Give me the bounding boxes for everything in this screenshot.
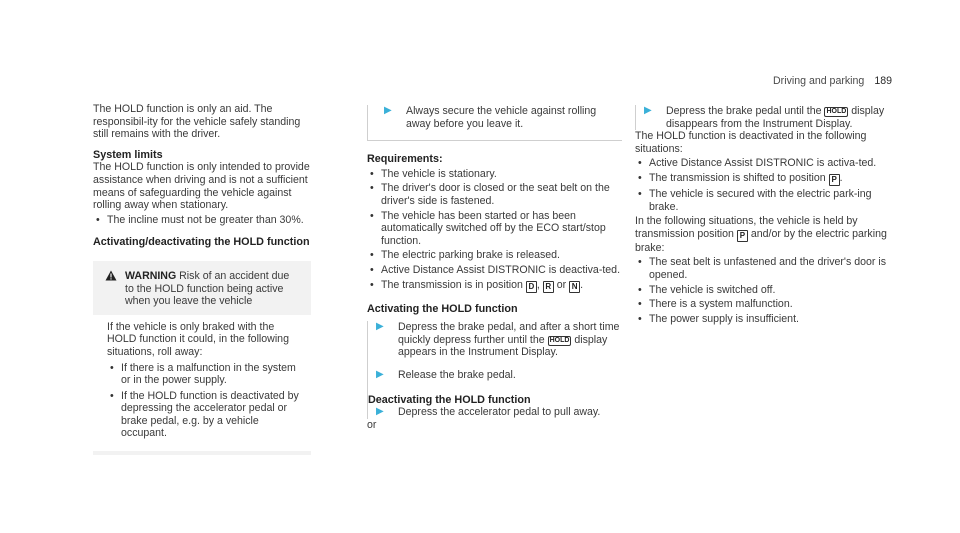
column-3 bbox=[635, 105, 897, 327]
list-item: • The electric parking brake is released. bbox=[367, 249, 622, 262]
shifted-text: The transmission is shifted to position bbox=[649, 171, 826, 184]
warning-triangle-icon bbox=[105, 270, 117, 281]
list-item: • The transmission is in position D , R or N . bbox=[367, 279, 622, 293]
list-item: • If the HOLD function is deactivated by depressing the accelerator pedal or brake pedal, e.g. by a vehicle occupant. bbox=[107, 390, 299, 440]
list-item: • There is a system malfunction. bbox=[635, 298, 897, 311]
gear-p-symbol: P bbox=[829, 174, 840, 186]
activating-deactivating-heading: Activating/deactivating the HOLD function bbox=[93, 236, 310, 249]
list-item: • Active Distance Assist DISTRONIC is deactiva-ted. bbox=[367, 264, 622, 277]
column-2 bbox=[367, 105, 622, 431]
page-number: 189 bbox=[874, 75, 892, 87]
gear-n-symbol: N bbox=[569, 281, 580, 293]
list-item: • The transmission is shifted to position P . bbox=[635, 172, 897, 186]
list-item: • The vehicle is switched off. bbox=[635, 284, 897, 297]
held-text bbox=[635, 215, 897, 254]
hold-display-icon: HOLD bbox=[549, 336, 570, 344]
step-text: display appears in the Instrument Display. bbox=[398, 333, 608, 359]
held-list bbox=[635, 256, 897, 325]
separator-or: or bbox=[556, 278, 567, 291]
gear-d-symbol: D bbox=[526, 281, 537, 293]
step-text: Depress the brake pedal, and after a short time quickly depress further until the bbox=[398, 321, 620, 346]
deactivate-step-1: ▶ Depress the accelerator pedal to pull away. bbox=[368, 406, 622, 419]
note-box bbox=[367, 105, 622, 141]
warning-title: WARNING bbox=[125, 269, 177, 282]
activate-step-1 bbox=[368, 321, 622, 359]
note-text: ▶ Always secure the vehicle against rolling away before you leave it. bbox=[376, 105, 622, 130]
system-limits-heading: System limits bbox=[93, 148, 163, 161]
list-item: • The vehicle is secured with the electric park-ing brake. bbox=[635, 188, 897, 213]
page-header bbox=[773, 75, 892, 88]
list-item: • The incline must not be greater than 30%. bbox=[93, 214, 311, 227]
deactivate-step-2 bbox=[636, 105, 897, 130]
position-text: The transmission is in position bbox=[381, 278, 523, 291]
system-limits-text: The HOLD function is only intended to provide assistance when driving and is not a sufficient means of safeguarding the vehicle against rolling away when stationary. bbox=[93, 161, 310, 212]
limits-list bbox=[93, 214, 311, 227]
requirements-list bbox=[367, 168, 622, 293]
step-text: Depress the brake pedal until the bbox=[666, 105, 822, 117]
held-text-post: and/or by the electric parking brake: bbox=[635, 227, 887, 254]
separator: , bbox=[536, 278, 540, 291]
list-item: • The power supply is insufficient. bbox=[635, 313, 897, 326]
list-item: • The vehicle has been started or has been automatically switched off by the ECO start/stop function. bbox=[367, 210, 622, 248]
or-text: or bbox=[367, 418, 377, 431]
warning-header bbox=[107, 270, 299, 308]
activate-steps bbox=[367, 321, 622, 419]
list-item: • The seat belt is unfastened and the driver's door is opened. bbox=[635, 256, 897, 281]
warning-list bbox=[107, 362, 299, 441]
hold-display-icon: HOLD bbox=[826, 108, 847, 115]
held-text-pre: In the following situations, the vehicle is held by transmission position bbox=[635, 215, 858, 240]
list-item: • If there is a malfunction in the system or in the power supply. bbox=[107, 362, 299, 387]
gear-p-symbol: P bbox=[737, 230, 748, 242]
list-item: • Active Distance Assist DISTRONIC is activa-ted. bbox=[635, 157, 897, 170]
activating-heading: Activating the HOLD function bbox=[367, 302, 518, 315]
list-item: • The driver's door is closed or the seat belt on the driver's side is fastened. bbox=[367, 182, 622, 207]
warning-lead: Risk of an accident due to the HOLD function being active when you leave the vehicle bbox=[125, 269, 290, 308]
column-1 bbox=[93, 103, 311, 455]
gear-r-symbol: R bbox=[543, 281, 554, 293]
deactivating-heading: Deactivating the HOLD function bbox=[368, 393, 531, 406]
intro-text: The HOLD function is only an aid. The responsibil-ity for the vehicle safely standing still remains with the driver. bbox=[93, 103, 301, 141]
section-title: Driving and parking bbox=[773, 75, 865, 87]
deactivated-list bbox=[635, 157, 897, 213]
warning-body bbox=[93, 315, 311, 451]
deactivate-step-box bbox=[635, 105, 897, 130]
warning-body-text: If the vehicle is only braked with the HOLD function it could, in the following situations, roll away: bbox=[107, 320, 289, 358]
activate-step-2: ▶ Release the brake pedal. bbox=[368, 369, 622, 382]
list-item: • The vehicle is stationary. bbox=[367, 168, 622, 181]
step-text: display disappears from the Instrument Display. bbox=[666, 105, 885, 130]
requirements-heading: Requirements: bbox=[367, 153, 443, 166]
deactivated-text: The HOLD function is deactivated in the following situations: bbox=[635, 130, 867, 155]
warning-box bbox=[93, 261, 311, 455]
